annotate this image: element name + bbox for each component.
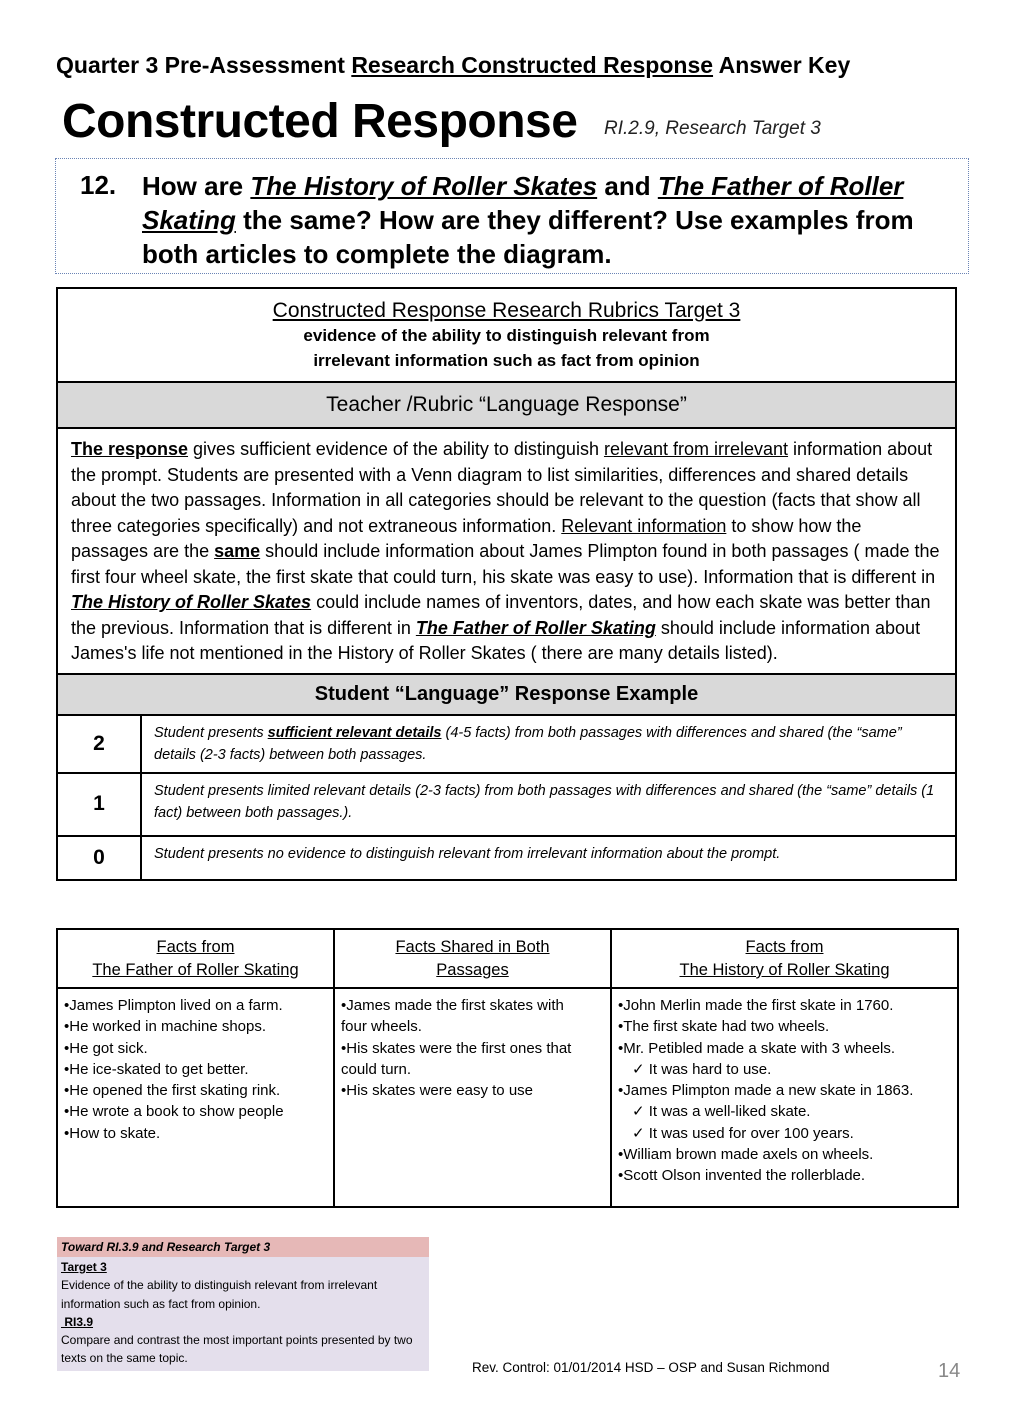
column-header-history: Facts from The History of Roller Skating: [611, 929, 958, 988]
teacher-rubric-heading: Teacher /Rubric “Language Response”: [57, 382, 956, 428]
list-item: •William brown made axels on wheels.: [618, 1146, 874, 1164]
list-item: •He ice-skated to get better.: [64, 1060, 249, 1078]
score-value: 2: [57, 715, 141, 773]
question-text: How are The History of Roller Skates and The Father of Roller Skating the same? How are they different? Use examples from both articles to complete the diagram.: [142, 171, 914, 269]
list-item: •Scott Olson invented the rollerblade.: [618, 1167, 866, 1185]
history-facts-list: [611, 988, 958, 1207]
comparison-table: [56, 928, 959, 1208]
list-item: ✓ It was a well-liked skate.: [632, 1103, 811, 1121]
list-item: •He wrote a book to show people: [64, 1103, 284, 1121]
student-response-heading: Student “Language” Response Example: [57, 674, 956, 715]
list-item: four wheels.: [341, 1018, 422, 1036]
shared-facts-list: [334, 988, 611, 1207]
column-header-shared: Facts Shared in Both Passages: [334, 929, 611, 988]
question-number: 12.: [80, 170, 117, 200]
father-facts-list: [57, 988, 334, 1207]
score-description: Student presents limited relevant details (2-3 facts) from both passages with differences and shared (the “same” details (1 fact) between both passages.).: [141, 773, 956, 836]
rubric-subtitle: evidence of the ability to distinguish relevant from irrelevant information such as fact from opinion: [303, 326, 710, 370]
target-text: Evidence of the ability to distinguish relevant from irrelevant information such as fact from opinion.: [61, 1278, 378, 1311]
list-item: •James Plimpton lived on a farm.: [64, 997, 283, 1014]
score-value: 0: [57, 836, 141, 880]
rubric-title: Constructed Response Research Rubrics Target 3: [272, 299, 741, 322]
list-item: •The first skate had two wheels.: [618, 1018, 830, 1036]
column-header-father: Facts from The Father of Roller Skating: [57, 929, 334, 988]
list-item: ✓ It was used for over 100 years.: [632, 1124, 854, 1142]
note-heading: Toward RI.3.9 and Research Target 3: [57, 1237, 429, 1257]
list-item: ✓ It was hard to use.: [632, 1060, 772, 1078]
revision-control: Rev. Control: 01/01/2014 HSD – OSP and Susan Richmond: [472, 1360, 830, 1375]
score-row: [57, 773, 956, 836]
page-number: 14: [938, 1360, 961, 1382]
response-description: The response gives sufficient evidence of the ability to distinguish relevant from irrelevant information about the prompt. Students are presented with a Venn diagram to list similarities, differences and shared details about the two passages. Information in all categories should be relevant to the question (facts that show all three categories specifically) and not extraneous information. Relevant information to show how the passages are the same should include information about James Plimpton found in both passages ( made the first four wheel skate, the first skate that could turn, his skate was easy to use). Information that is different in The History of Roller Skates could include names of inventors, dates, and how each skate was better than the previous. Information that is different in The Father of Roller Skating should include information about James's life not mentioned in the History of Roller Skates ( there are many details listed).: [57, 428, 956, 674]
score-row: [57, 836, 956, 880]
list-item: •His skates were the first ones that: [341, 1039, 572, 1057]
standard-reference: RI.2.9, Research Target 3: [604, 118, 821, 139]
list-item: •John Merlin made the first skate in 1760.: [618, 997, 894, 1014]
list-item: •His skates were easy to use: [341, 1082, 533, 1100]
page-title: Constructed Response: [62, 95, 578, 148]
list-item: •He opened the first skating rink.: [64, 1082, 281, 1100]
target-label: Target 3: [61, 1260, 107, 1274]
score-description: Student presents sufficient relevant details (4-5 facts) from both passages with differences and shared (the “same” details (2-3 facts) between both passages.: [141, 715, 956, 773]
list-item: could turn.: [341, 1060, 412, 1078]
document-heading: Quarter 3 Pre-Assessment Research Constructed Response Answer Key: [56, 52, 851, 78]
ri-label: RI3.9: [61, 1314, 94, 1329]
rubric-header: [57, 288, 956, 382]
rubric-table: [56, 287, 957, 881]
list-item: •Mr. Petibled made a skate with 3 wheels.: [618, 1039, 896, 1057]
list-item: •How to skate.: [64, 1124, 161, 1142]
score-description: Student presents no evidence to distinguish relevant from irrelevant information about the prompt.: [141, 836, 956, 880]
list-item: •James Plimpton made a new skate in 1863.: [618, 1082, 914, 1100]
standards-note: [57, 1237, 429, 1371]
score-value: 1: [57, 773, 141, 836]
list-item: •James made the first skates with: [341, 997, 564, 1014]
ri-text: Compare and contrast the most important points presented by two texts on the same topic.: [61, 1333, 413, 1366]
note-body: [57, 1257, 429, 1371]
list-item: •He worked in machine shops.: [64, 1018, 267, 1036]
list-item: •He got sick.: [64, 1039, 148, 1057]
score-row: [57, 715, 956, 773]
